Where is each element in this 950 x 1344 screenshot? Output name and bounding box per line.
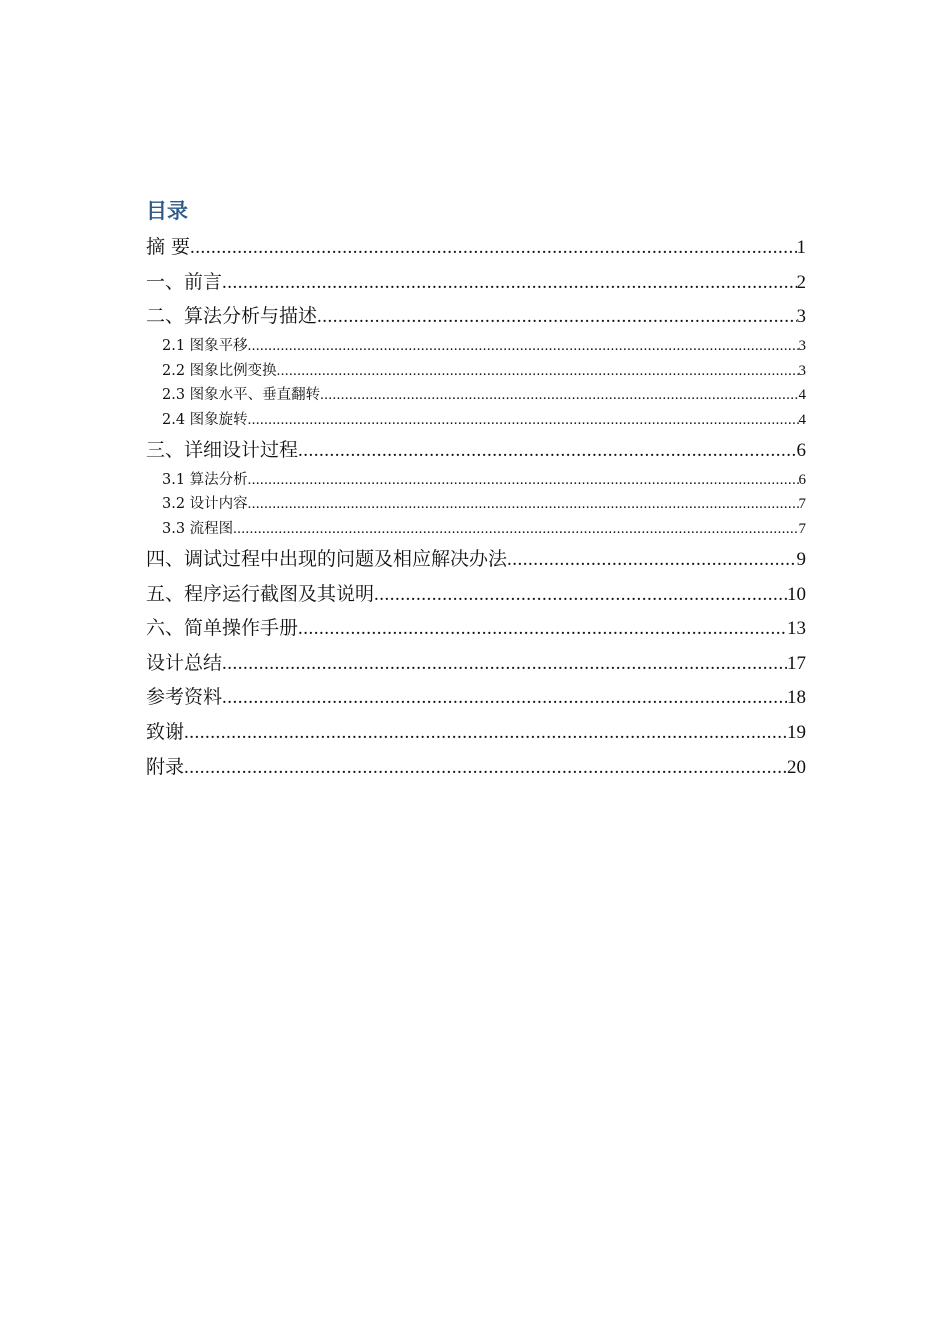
toc-entry-label: 3.1 算法分析 xyxy=(162,471,248,488)
toc-entry-page: 1 xyxy=(796,237,806,258)
toc-dot-leader xyxy=(277,359,799,383)
toc-entry[interactable] xyxy=(146,299,806,334)
toc-entry[interactable] xyxy=(146,750,806,785)
toc-entry[interactable] xyxy=(146,265,806,300)
toc-entry[interactable] xyxy=(146,334,806,359)
toc-dot-leader xyxy=(298,612,787,646)
toc-entry[interactable] xyxy=(146,646,806,681)
toc-dot-leader xyxy=(298,434,796,468)
toc-dot-leader xyxy=(190,231,796,265)
toc-entry[interactable] xyxy=(146,492,806,517)
toc-dot-leader xyxy=(320,383,798,407)
toc-entry[interactable] xyxy=(146,542,806,577)
toc-dot-leader xyxy=(507,543,796,577)
toc-entry-page: 2 xyxy=(796,271,806,293)
toc-dot-leader xyxy=(317,300,796,334)
toc-entry[interactable] xyxy=(146,517,806,542)
toc-dot-leader xyxy=(248,408,799,432)
toc-dot-leader xyxy=(248,334,799,358)
toc-title: 目录 xyxy=(146,198,188,223)
toc-entry-page: 7 xyxy=(798,496,806,513)
toc-dot-leader xyxy=(184,751,787,785)
toc-entry-label: 二、算法分析与描述 xyxy=(146,305,318,328)
toc-dot-leader xyxy=(233,517,798,541)
toc-entry-label: 致谢 xyxy=(146,720,185,743)
toc-entry-page: 3 xyxy=(798,362,806,379)
toc-dot-leader xyxy=(374,578,787,612)
toc-entry-page: 7 xyxy=(798,521,806,538)
toc-dot-leader xyxy=(222,647,787,681)
toc-entry-label: 五、程序运行截图及其说明 xyxy=(146,582,375,605)
toc-entry-page: 3 xyxy=(798,337,806,354)
toc-entry-label: 六、简单操作手册 xyxy=(146,617,299,640)
toc-entry-page: 6 xyxy=(796,439,806,461)
toc-entry-label: 3.3 流程图 xyxy=(162,521,234,538)
toc-dot-leader xyxy=(222,266,796,300)
toc-entry-label: 设计总结 xyxy=(146,651,223,674)
toc-entry-page: 20 xyxy=(787,756,806,778)
toc-entry[interactable] xyxy=(146,433,806,468)
toc-entry-page: 17 xyxy=(787,652,806,674)
toc-entry[interactable] xyxy=(146,715,806,750)
toc-dot-leader xyxy=(248,468,799,492)
toc-entry-page: 10 xyxy=(787,583,806,605)
table-of-contents xyxy=(146,196,806,784)
toc-entry-page: 9 xyxy=(796,548,806,570)
toc-entry[interactable] xyxy=(146,359,806,384)
toc-entry-page: 18 xyxy=(787,687,806,709)
toc-entry[interactable] xyxy=(146,577,806,612)
toc-entry-label: 3.2 设计内容 xyxy=(162,496,248,513)
toc-entry[interactable] xyxy=(146,383,806,408)
toc-entry-label: 三、详细设计过程 xyxy=(146,438,299,461)
toc-entry[interactable] xyxy=(146,680,806,715)
toc-entry-label: 2.3 图象水平、垂直翻转 xyxy=(162,387,321,404)
toc-entry[interactable] xyxy=(146,408,806,433)
toc-entry-label: 参考资料 xyxy=(146,686,223,709)
toc-entry-label: 摘 要 xyxy=(146,236,191,258)
toc-entry-label: 2.1 图象平移 xyxy=(162,337,248,354)
toc-entry-page: 13 xyxy=(787,618,806,640)
toc-entry-label: 附录 xyxy=(146,755,185,778)
toc-list xyxy=(146,230,806,784)
toc-entry-label: 2.4 图象旋转 xyxy=(162,412,248,429)
toc-entry-label: 四、调试过程中出现的问题及相应解决办法 xyxy=(146,547,508,570)
toc-dot-leader xyxy=(222,681,787,715)
toc-dot-leader xyxy=(248,492,799,516)
toc-entry-page: 3 xyxy=(796,306,806,328)
toc-entry[interactable] xyxy=(146,230,806,265)
toc-dot-leader xyxy=(184,716,787,750)
toc-entry-page: 19 xyxy=(787,721,806,743)
toc-entry-page: 6 xyxy=(798,471,806,488)
toc-entry[interactable] xyxy=(146,611,806,646)
toc-entry-page: 4 xyxy=(798,387,806,404)
toc-entry-page: 4 xyxy=(798,412,806,429)
toc-entry[interactable] xyxy=(146,468,806,493)
toc-entry-label: 一、前言 xyxy=(146,270,223,293)
toc-entry-label: 2.2 图象比例变换 xyxy=(162,362,277,379)
